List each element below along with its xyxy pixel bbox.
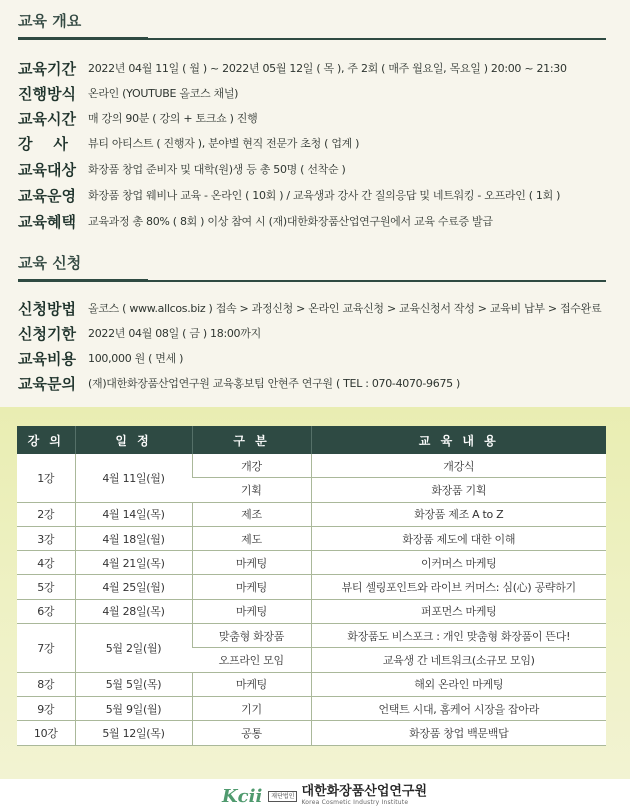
- application-row-fee: [18, 346, 183, 370]
- application-row-deadline: [18, 321, 261, 345]
- cell-lecture: 3강: [17, 526, 75, 550]
- overview-row-period: [18, 56, 567, 80]
- cell-content: 교육생 간 네트워크(소규모 모임): [311, 648, 606, 672]
- cell-category: 공통: [192, 721, 311, 745]
- cell-date: 4월 11일(월): [75, 454, 192, 502]
- cell-date: 4월 25일(월): [75, 575, 192, 599]
- table-row: [17, 672, 606, 696]
- info-value: 뷰티 아티스트 ( 진행자 ), 분야별 현직 전문가 초청 ( 업계 ): [88, 137, 360, 150]
- info-label: 교육문의: [18, 374, 76, 393]
- info-label: 교육운영: [18, 186, 76, 205]
- table-row: [17, 575, 606, 599]
- overview-divider-thick: [18, 37, 148, 40]
- cell-lecture: 5강: [17, 575, 75, 599]
- cell-content: 화장품 창업 백문백답: [311, 721, 606, 745]
- cell-content: 화장품 제조 A to Z: [311, 502, 606, 526]
- overview-row-target: [18, 157, 346, 181]
- header-category: 구 분: [192, 426, 311, 454]
- info-label: 교육혜택: [18, 212, 76, 231]
- cell-category: 마케팅: [192, 551, 311, 575]
- cell-lecture: 10강: [17, 721, 75, 745]
- cell-content: 뷰티 셀링포인트와 라이브 커머스: 심(心) 공략하기: [311, 575, 606, 599]
- schedule-header-row: [17, 426, 606, 454]
- application-row-contact: [18, 371, 460, 395]
- application-divider: [148, 280, 606, 282]
- cell-category: 마케팅: [192, 599, 311, 623]
- cell-lecture: 2강: [17, 502, 75, 526]
- overview-title: 교육 개요: [18, 12, 82, 30]
- org-logo: [222, 785, 427, 807]
- info-value: 올코스 ( www.allcos.biz ) 접속 > 과정신청 > 온라인 교육신청 > 교육신청서 작성 > 교육비 납부 > 접수완료: [88, 302, 602, 315]
- info-value: 100,000 원 ( 면세 ): [88, 352, 184, 365]
- cell-content: 개강식: [311, 454, 606, 478]
- overview-row-time: [18, 106, 257, 130]
- overview-row-benefit: [18, 209, 493, 233]
- info-value: 2022년 04월 08일 ( 금 ) 18:00까지: [88, 327, 261, 340]
- table-row: [17, 721, 606, 745]
- cell-lecture: 4강: [17, 551, 75, 575]
- info-value: (재)대한화장품산업연구원 교육홍보팀 안현주 연구원 ( TEL : 070-4070-9675 ): [88, 377, 461, 390]
- info-label: 교육기간: [18, 59, 76, 78]
- logo-text: [301, 785, 427, 807]
- kcii-logo-mark: Kcii: [222, 785, 263, 807]
- table-row: [17, 599, 606, 623]
- overview-row-instructor: [18, 131, 359, 155]
- info-label: 진행방식: [18, 84, 76, 103]
- cell-category: 마케팅: [192, 672, 311, 696]
- cell-lecture: 1강: [17, 454, 75, 502]
- cell-category: 개강: [192, 454, 311, 478]
- cell-category: 기획: [192, 478, 311, 502]
- cell-date: 5월 5일(목): [75, 672, 192, 696]
- cell-category: 기기: [192, 696, 311, 720]
- info-value: 2022년 04월 11일 ( 월 ) ~ 2022년 05월 12일 ( 목 ), 주 2회 ( 매주 월요일, 목요일 ) 20:00 ~ 21:30: [88, 62, 567, 75]
- info-label: 신청기한: [18, 324, 76, 343]
- cell-date: 4월 21일(목): [75, 551, 192, 575]
- cell-content: 언택트 시대, 홈케어 시장을 잡아라: [311, 696, 606, 720]
- cell-date: 4월 18일(월): [75, 526, 192, 550]
- schedule-table: [17, 426, 606, 746]
- cell-date: 5월 9일(월): [75, 696, 192, 720]
- cell-date: 5월 12일(목): [75, 721, 192, 745]
- info-value: 매 강의 90분 ( 강의 + 토크쇼 ) 진행: [88, 112, 258, 125]
- header-content: 교 육 내 용: [311, 426, 606, 454]
- cell-content: 화장품 기획: [311, 478, 606, 502]
- cell-content: 화장품 제도에 대한 이해: [311, 526, 606, 550]
- table-row: [17, 502, 606, 526]
- application-title: 교육 신청: [18, 254, 82, 272]
- info-label: 교육대상: [18, 160, 76, 179]
- cell-date: 4월 14일(목): [75, 502, 192, 526]
- org-name-en: Korea Cosmetic Industry Institute: [301, 799, 409, 806]
- overview-divider: [148, 38, 606, 40]
- info-label: 교육비용: [18, 349, 76, 368]
- cell-lecture: 6강: [17, 599, 75, 623]
- table-row: [17, 696, 606, 720]
- cell-lecture: 8강: [17, 672, 75, 696]
- info-label: 교육시간: [18, 109, 76, 128]
- info-label: 강 사: [18, 134, 68, 153]
- table-row: [17, 454, 606, 478]
- info-label: 신청방법: [18, 299, 76, 318]
- table-row: [17, 526, 606, 550]
- info-value: 화장품 창업 웨비나 교육 - 온라인 ( 10회 ) / 교육생과 강사 간 질의응답 및 네트워킹 - 오프라인 ( 1회 ): [88, 189, 561, 202]
- info-value: 온라인 (YOUTUBE 올코스 채널): [88, 87, 239, 100]
- application-divider-thick: [18, 279, 148, 282]
- cell-lecture: 7강: [17, 624, 75, 673]
- cell-content: 화장품도 비스포크 : 개인 맞춤형 화장품이 뜬다!: [311, 624, 606, 648]
- cell-content: 해외 온라인 마케팅: [311, 672, 606, 696]
- cell-category: 제조: [192, 502, 311, 526]
- cell-category: 맞춤형 화장품: [192, 624, 311, 648]
- cell-category: 제도: [192, 526, 311, 550]
- cell-lecture: 9강: [17, 696, 75, 720]
- info-value: 화장품 창업 준비자 및 대학(원)생 등 총 50명 ( 선착순 ): [88, 163, 346, 176]
- cell-date: 4월 28일(목): [75, 599, 192, 623]
- overview-row-method: [18, 81, 238, 105]
- overview-row-operation: [18, 183, 560, 207]
- application-row-method: [18, 296, 601, 320]
- org-name: 대한화장품산업연구원: [301, 784, 428, 799]
- cell-date: 5월 2일(월): [75, 624, 192, 673]
- cell-category: 마케팅: [192, 575, 311, 599]
- table-row: [17, 624, 606, 648]
- cell-content: 퍼포먼스 마케팅: [311, 599, 606, 623]
- header-date: 일 정: [75, 426, 192, 454]
- info-value: 교육과정 총 80% ( 8회 ) 이상 참여 시 (재)대한화장품산업연구원에서 교육 수료증 발급: [88, 215, 493, 228]
- table-row: [17, 551, 606, 575]
- header-lecture: 강 의: [17, 426, 75, 454]
- cell-category: 오프라인 모임: [192, 648, 311, 672]
- cell-content: 이커머스 마케팅: [311, 551, 606, 575]
- logo-badge: 재단법인: [268, 791, 297, 802]
